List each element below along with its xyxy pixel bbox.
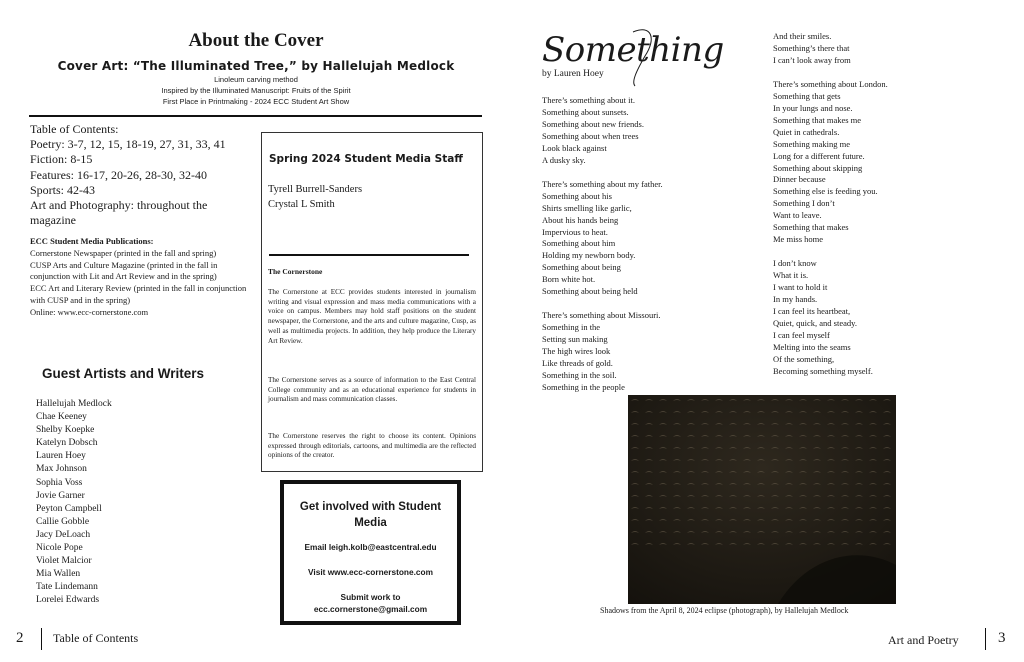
staff-box [261,132,483,472]
cornerstone-heading: The Cornerstone [268,267,323,276]
guest-name: Lorelei Edwards [36,595,100,606]
toc-item: Art and Photography: throughout the magazine [30,198,208,228]
get-involved-title: Get involved with Student Media [299,501,442,529]
poem-line: In your lungs and nose. [773,102,853,113]
poem-line: Melting into the seams [773,341,851,352]
poem-line: I can’t look away from [773,54,851,65]
submit-line: Submit work to [340,592,401,602]
guest-name: Peyton Campbell [36,503,102,514]
poem-line: Becoming something myself. [773,365,873,376]
table-of-contents [30,122,252,228]
toc-heading: Table of Contents: [30,122,119,136]
publication-item: Cornerstone Newspaper (printed in the fall and spring) [30,247,217,258]
poem-line: Of the something, [773,353,835,364]
eclipse-shadows-image [628,395,896,604]
poem-line: Quiet in cathedrals. [773,126,840,137]
toc-item: Sports: 42-43 [30,182,96,197]
section-divider [29,115,482,117]
poem-column-2 [773,31,993,378]
about-cover-title: About the Cover [188,30,324,51]
poem-line: There’s something about Missouri. [542,310,661,321]
toc-item: Poetry: 3-7, 12, 15, 18-19, 27, 31, 33, 41 [30,137,226,152]
guest-name: Max Johnson [36,464,87,475]
cornerstone-paragraph: The Cornerstone at ECC provides students interested in journalism writing and visual expression and mass media communications with a voice on campus. Members may hold staff positions on the student newspaper, the Cornerstone, and the arts and culture magazine, Cusp, as well as multimedia projects. In addition, they help produce the Literary Art Review. [268,288,476,345]
get-involved-box [280,480,461,625]
poem-line: A dusky sky. [542,154,586,165]
guest-name: Sophia Voss [36,477,83,488]
poem-title: Something [542,30,724,70]
publication-item: CUSP Arts and Culture Magazine (printed in the fall in conjunction with Lit and Art Review and in the spring) [30,259,218,282]
folio-divider [41,628,42,650]
poem-line: Dinner because [773,174,826,185]
poem-line: Something’s there that [773,42,850,53]
website-link[interactable]: Visit www.ecc-cornerstone.com [308,567,433,577]
guest-name: Shelby Koepke [36,425,95,436]
photo-caption: Shadows from the April 8, 2024 eclipse (photograph), by Hallelujah Medlock [600,606,849,615]
poem-stanza [773,258,993,378]
poem-line: About his hands being [542,214,619,225]
guest-name: Jovie Garner [36,490,85,501]
poem-line: Quiet, quick, and steady. [773,317,857,328]
poem-line: I can feel myself [773,329,830,340]
guest-artists-list [36,398,112,608]
poem-line: Something making me [773,138,850,149]
poem-line: Something in the [542,322,601,333]
poem-line: Like threads of gold. [542,358,613,369]
poem-stanza [773,31,993,67]
poem-line: Impervious to heat. [542,226,608,237]
section-label: Art and Poetry [888,633,959,647]
publications-list [30,236,252,319]
poem-stanza [773,79,993,246]
poem-line: There’s something about it. [542,95,636,105]
poem-line: Something about his [542,190,612,201]
publication-item: Online: www.ecc-cornerstone.com [30,306,149,317]
poem-line: There’s something about my father. [542,178,663,189]
poem-line: Holding my newborn body. [542,250,636,261]
poem-line: Born white hot. [542,274,596,285]
poem-line: And their smiles. [773,31,832,41]
poem-line: Something about skipping [773,162,863,173]
poem-stanza [542,310,762,394]
poem-line: Something in the soil. [542,370,617,381]
poem-line: Something that gets [773,90,841,101]
poem-line: Something about when trees [542,130,639,141]
poem-line: Something that makes me [773,114,862,125]
poem-column-1 [542,95,762,394]
poem-line: Something about being held [542,286,638,297]
guest-name: Nicole Pope [36,543,83,554]
eclipse-photograph [628,395,896,604]
cover-method-line: Linoleum carving method [214,75,298,84]
cover-inspiration-line: Inspired by the Illuminated Manuscript: Fruits of the Spirit [161,86,351,95]
publications-heading: ECC Student Media Publications: [30,236,154,246]
poem-line: Something about being [542,262,621,273]
contact-email: Email leigh.kolb@eastcentral.edu [304,542,437,552]
guest-artists-heading: Guest Artists and Writers [42,366,205,381]
poem-line: I don’t know [773,258,817,269]
poem-line: Something in the people [542,381,625,392]
staff-names [268,182,362,212]
guest-name: Hallelujah Medlock [36,399,112,409]
staff-name: Tyrell Burrell-Sanders [268,184,363,195]
title-flourish-icon [627,26,663,88]
poem-stanza [542,179,762,299]
poem-author: by Lauren Hoey [542,69,604,79]
poem-line: In my hands. [773,294,818,305]
poem-line: Look black against [542,142,607,153]
toc-item: Features: 16-17, 20-26, 28-30, 32-40 [30,167,207,182]
poem-stanza [542,95,762,167]
poem-line: I want to hold it [773,282,828,293]
folio-divider [985,628,986,650]
poem-line: Something that makes [773,222,849,233]
guest-name: Lauren Hoey [36,451,86,462]
poem-line: Something about him [542,238,616,249]
poem-line: Something else is feeding you. [773,186,878,197]
poem-line: Me miss home [773,234,824,245]
section-label: Table of Contents [53,631,139,645]
page-number: 3 [998,630,1006,646]
page-number: 2 [16,630,24,646]
staff-name: Crystal L Smith [268,199,335,210]
cornerstone-paragraph: The Cornerstone reserves the right to choose its content. Opinions expressed through editorials, cartoons, and multimedia are the reflected opinions of the creator. [268,432,476,460]
cover-award-line: First Place in Printmaking - 2024 ECC Student Art Show [162,97,350,106]
guest-name: Tate Lindemann [36,582,98,593]
guest-name: Katelyn Dobsch [36,438,98,449]
poem-line: There’s something about London. [773,78,888,89]
guest-name: Chae Keeney [36,412,87,423]
poem-line: Long for a different future. [773,150,865,161]
cover-art-title: Cover Art: “The Illuminated Tree,” by Hallelujah Medlock [57,59,455,73]
guest-name: Jacy DeLoach [36,529,91,540]
poem-line: I can feel its heartbeat, [773,306,851,317]
poem-line: The high wires look [542,346,611,357]
poem-line: Something about new friends. [542,118,644,129]
cornerstone-paragraph: The Cornerstone serves as a source of information to the East Central College community and as an educational experience for students in journalism and mass communication classes. [268,376,476,404]
poem-line: Something I don’t [773,198,835,209]
submit-email: ecc.cornerstone@gmail.com [313,604,428,614]
poem-line: Something about sunsets. [542,106,629,117]
guest-name: Mia Wallen [36,569,81,580]
poem-line: Setting sun making [542,334,608,345]
poem-line: Shirts smelling like garlic, [542,202,632,213]
toc-item: Fiction: 8-15 [30,152,93,167]
guest-name: Callie Gobble [36,516,90,527]
publication-item: ECC Art and Literary Review (printed in the fall in conjunction with CUSP and in the spring) [30,283,247,305]
staff-divider [269,254,469,256]
guest-name: Violet Malcior [36,556,92,567]
poem-line: What it is. [773,270,809,281]
poem-line: Want to leave. [773,210,822,221]
staff-heading: Spring 2024 Student Media Staff [269,153,463,165]
